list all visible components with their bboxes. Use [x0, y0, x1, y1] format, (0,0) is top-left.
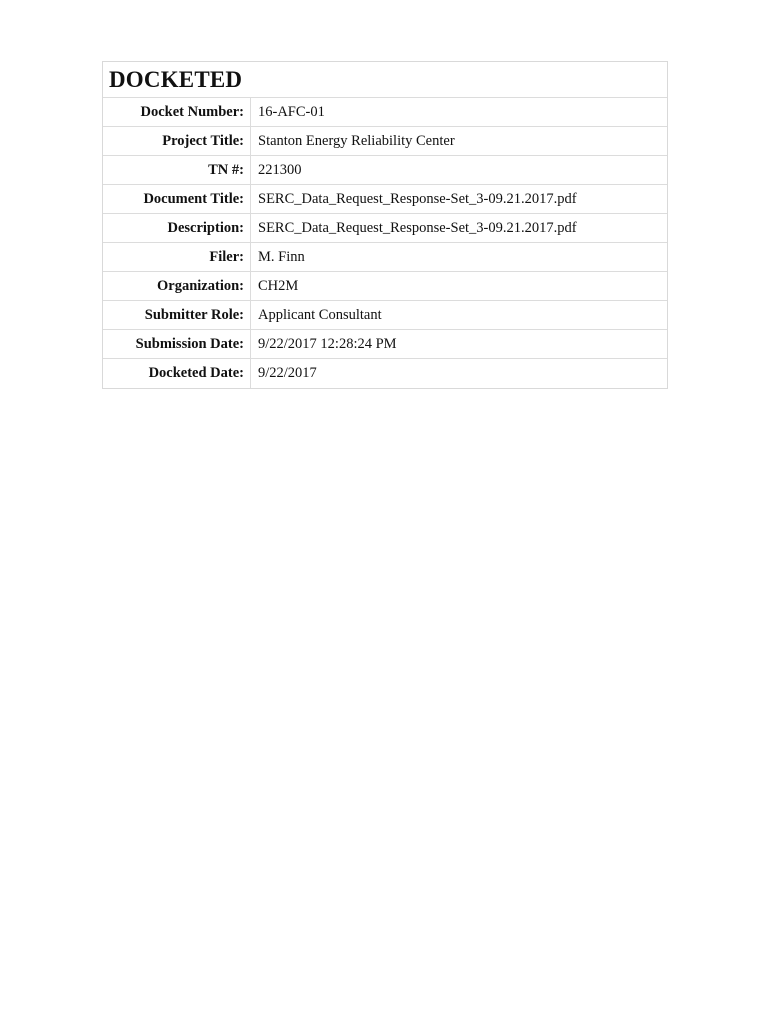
docketed-date-row [103, 359, 667, 388]
project-title-value: Stanton Energy Reliability Center [258, 133, 455, 149]
docket-title: DOCKETED [109, 67, 243, 92]
docket-number-value: 16-AFC-01 [258, 104, 325, 120]
submitter-role-value: Applicant Consultant [258, 307, 382, 323]
organization-label: Organization: [103, 272, 251, 300]
docket-number-row [103, 98, 667, 127]
project-title-label: Project Title: [103, 127, 251, 155]
filer-row [103, 243, 667, 272]
submission-date-label: Submission Date: [103, 330, 251, 358]
document-title-value: SERC_Data_Request_Response-Set_3-09.21.2017.pdf [258, 191, 577, 207]
docket-header [103, 62, 667, 98]
tn-row [103, 156, 667, 185]
docketed-date-label: Docketed Date: [103, 359, 251, 388]
filer-label: Filer: [103, 243, 251, 271]
project-title-row [103, 127, 667, 156]
submitter-role-label: Submitter Role: [103, 301, 251, 329]
submitter-role-row [103, 301, 667, 330]
tn-value: 221300 [258, 162, 302, 178]
document-title-label: Document Title: [103, 185, 251, 213]
docket-number-label: Docket Number: [103, 98, 251, 126]
tn-label: TN #: [103, 156, 251, 184]
description-value: SERC_Data_Request_Response-Set_3-09.21.2017.pdf [258, 220, 577, 236]
organization-row [103, 272, 667, 301]
description-row [103, 214, 667, 243]
filer-value: M. Finn [258, 249, 305, 265]
docketed-date-value: 9/22/2017 [258, 365, 317, 381]
submission-date-value: 9/22/2017 12:28:24 PM [258, 336, 397, 352]
docket-info-table [102, 61, 668, 389]
submission-date-row [103, 330, 667, 359]
document-title-row [103, 185, 667, 214]
description-label: Description: [103, 214, 251, 242]
organization-value: CH2M [258, 278, 299, 294]
